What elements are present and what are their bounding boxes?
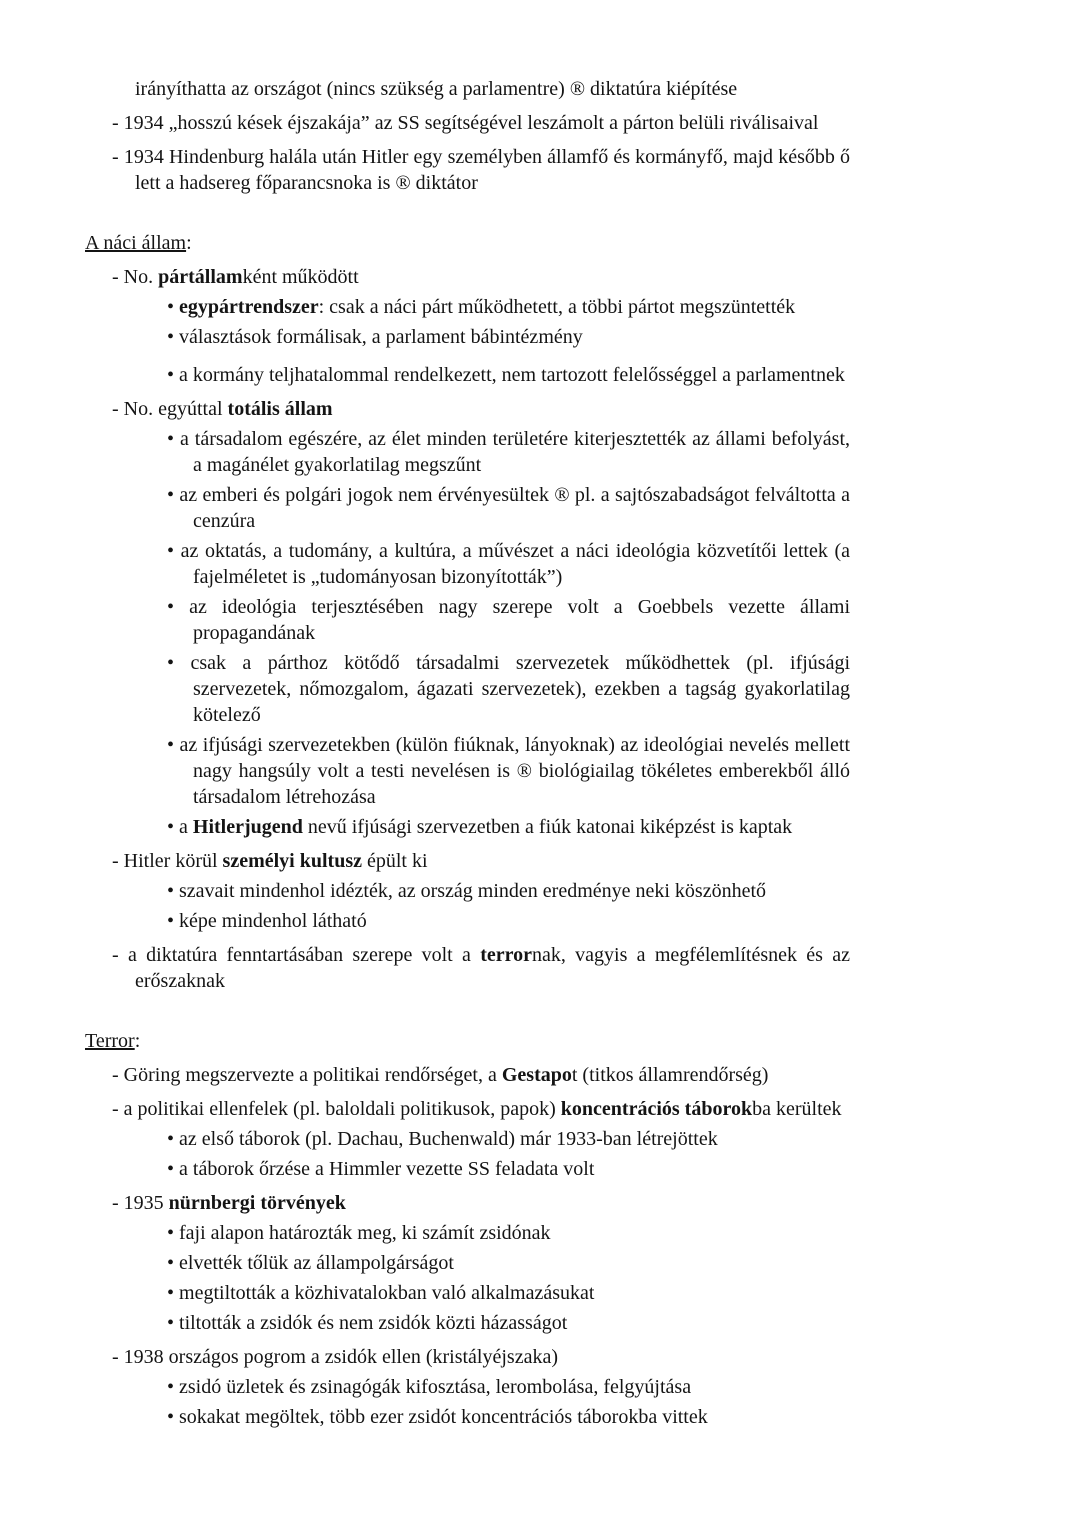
text-segment: az első táborok (pl. Dachau, Buchenwald) már 1933-ban létrejöttek	[179, 1128, 718, 1150]
text-segment: 1934 Hindenburg halála után Hitler egy személyben államfő és kormányfő, majd később ő lett a hadsereg főparancsnoka is ® diktátor	[123, 146, 851, 194]
text-segment: a	[179, 816, 193, 838]
list-item-bullet	[167, 1250, 850, 1276]
dash-marker: -	[112, 850, 119, 872]
dash-marker: -	[112, 1064, 119, 1086]
text-segment: zsidó üzletek és zsinagógák kifosztása, lerombolása, felgyújtása	[179, 1376, 692, 1398]
dash-marker: -	[112, 398, 119, 420]
list-item-bullet	[167, 732, 851, 810]
text-segment: megtiltották a közhivatalokban való alkalmazásukat	[179, 1282, 595, 1304]
list-item-dash	[112, 144, 851, 196]
note-line	[135, 76, 850, 102]
list-item-bullet	[167, 908, 850, 934]
list-item-dash	[112, 396, 850, 422]
section-heading	[85, 230, 850, 256]
text-segment: pártállam	[158, 266, 243, 288]
text-segment: 1938 országos pogrom a zsidók ellen (kristályéjszaka)	[123, 1346, 558, 1368]
text-segment: az oktatás, a tudomány, a kultúra, a művészet a náci ideológia közvetítői lettek (a fajelméletet is „tudományosan bizonyították”)	[180, 540, 850, 588]
list-item-bullet	[167, 594, 851, 646]
bullet-marker: •	[167, 880, 175, 902]
text-segment: Göring megszervezte a politikai rendőrséget, a	[123, 1064, 502, 1086]
bullet-marker: •	[167, 734, 175, 756]
text-segment: totális állam	[227, 398, 333, 420]
dash-marker: -	[112, 112, 119, 134]
text-segment: koncentrációs táborok	[560, 1098, 753, 1120]
list-item-bullet	[167, 482, 850, 534]
list-item-bullet	[167, 650, 851, 728]
bullet-marker: •	[167, 296, 175, 318]
bullet-marker: •	[167, 1376, 175, 1398]
bullet-marker: •	[167, 910, 175, 932]
text-segment: 1934 „hosszú kések éjszakája” az SS segítségével leszámolt a párton belüli riválisaival	[123, 112, 819, 134]
text-segment: Gestapo	[501, 1064, 572, 1086]
text-segment: ba kerültek	[752, 1098, 842, 1120]
text-segment: faji alapon határozták meg, ki számít zsidónak	[179, 1222, 551, 1244]
text-segment: képe mindenhol látható	[179, 910, 367, 932]
list-item-bullet	[167, 1126, 850, 1152]
text-segment: a politikai ellenfelek (pl. baloldali politikusok, papok)	[123, 1098, 561, 1120]
text-segment: Hitler körül	[123, 850, 223, 872]
bullet-marker: •	[167, 596, 175, 618]
list-item-bullet	[167, 1280, 850, 1306]
list-item-bullet	[167, 538, 850, 590]
list-item-bullet	[167, 1404, 850, 1430]
text-segment: szavait mindenhol idézték, az ország minden eredménye neki köszönhető	[179, 880, 767, 902]
text-segment: a társadalom egészére, az élet minden területére kiterjesztették az állami befolyást, a magánélet gyakorlatilag megszűnt	[179, 428, 851, 476]
text-segment: a diktatúra fenntartásában szerepe volt a	[127, 944, 481, 966]
bullet-marker: •	[167, 1158, 175, 1180]
heading-text: Terror	[85, 1030, 135, 1052]
heading-colon: :	[134, 1030, 141, 1052]
text-segment: az emberi és polgári jogok nem érvényesültek ® pl. a sajtószabadságot felváltotta a cenzúra	[179, 484, 850, 532]
heading-colon: :	[186, 232, 192, 254]
list-item-bullet	[167, 1156, 850, 1182]
text-segment: t (titkos államrendőrség)	[571, 1064, 769, 1086]
bullet-marker: •	[167, 540, 175, 562]
text-segment: nürnbergi törvények	[168, 1192, 346, 1214]
text-segment: a táborok őrzése a Himmler vezette SS feladata volt	[179, 1158, 595, 1180]
list-item-dash	[112, 1062, 850, 1088]
text-segment: No. egyúttal	[123, 398, 228, 420]
list-item-dash	[112, 848, 850, 874]
text-segment: az ideológia terjesztésében nagy szerepe volt a Goebbels vezette állami propagandának	[189, 596, 851, 644]
list-item-dash	[112, 264, 850, 290]
dash-marker: -	[112, 266, 119, 288]
text-segment: ként működött	[242, 266, 359, 288]
bullet-marker: •	[167, 1252, 175, 1274]
bullet-marker: •	[167, 484, 175, 506]
section-heading	[85, 1028, 850, 1054]
text-segment: nevű ifjúsági szervezetben a fiúk katonai kiképzést is kaptak	[302, 816, 793, 838]
text-segment: személyi kultusz	[222, 850, 362, 872]
bullet-marker: •	[167, 652, 175, 674]
text-segment: No.	[123, 266, 159, 288]
heading-text: A náci állam	[85, 232, 187, 254]
text-segment: csak a párthoz kötődő társadalmi szervezetek működhettek (pl. ifjúsági szervezetek, nőmozgalom, ágazati szervezetek), ezekben a tagság gyakorlatilag kötelező	[190, 652, 851, 726]
dash-marker: -	[112, 1192, 119, 1214]
list-item-bullet	[167, 814, 850, 840]
dash-marker: -	[112, 944, 119, 966]
list-item-bullet	[167, 878, 850, 904]
text-segment: tiltották a zsidók és nem zsidók közti házasságot	[179, 1312, 568, 1334]
list-item-dash	[112, 1344, 850, 1370]
text-segment: nak, vagyis a megfélemlítésnek és az erőszaknak	[135, 944, 851, 992]
list-item-bullet	[167, 324, 850, 350]
text-segment: a kormány teljhatalommal rendelkezett, nem tartozott felelősséggel a parlamentnek	[179, 364, 845, 386]
bullet-marker: •	[167, 1312, 175, 1334]
list-item-dash	[112, 1096, 850, 1122]
text-segment: választások formálisak, a parlament bábintézmény	[179, 326, 583, 348]
text-segment: irányíthatta az országot (nincs szükség a parlamentre) ® diktatúra kiépítése	[135, 78, 738, 100]
bullet-marker: •	[167, 1222, 175, 1244]
text-segment: egypártrendszer	[179, 296, 319, 318]
text-segment: terror	[480, 944, 533, 966]
list-item-bullet	[167, 1374, 850, 1400]
dash-marker: -	[112, 1346, 119, 1368]
bullet-marker: •	[167, 1128, 175, 1150]
text-segment: sokakat megöltek, több ezer zsidót koncentrációs táborokba vittek	[179, 1406, 708, 1428]
list-item-bullet	[167, 294, 850, 320]
dash-marker: -	[112, 146, 119, 168]
text-segment: elvették tőlük az állampolgárságot	[179, 1252, 454, 1274]
list-item-bullet	[167, 1220, 850, 1246]
bullet-marker: •	[167, 1406, 175, 1428]
text-segment: : csak a náci párt működhetett, a többi pártot megszüntették	[318, 296, 796, 318]
list-item-dash	[112, 110, 850, 136]
bullet-marker: •	[167, 326, 175, 348]
bullet-marker: •	[167, 364, 175, 386]
list-item-dash	[112, 1190, 850, 1216]
list-item-bullet	[167, 426, 851, 478]
text-segment: épült ki	[361, 850, 428, 872]
bullet-marker: •	[167, 1282, 175, 1304]
dash-marker: -	[112, 1098, 119, 1120]
list-item-dash	[112, 942, 851, 994]
list-item-bullet	[167, 1310, 850, 1336]
list-item-bullet	[167, 362, 850, 388]
text-segment: az ifjúsági szervezetekben (külön fiúknak, lányoknak) az ideológiai nevelés mellett nagy hangsúly volt a testi nevelésen is ® biológiailag tökéletes emberekből álló társadalom létrehozása	[179, 734, 851, 808]
bullet-marker: •	[167, 428, 175, 450]
text-segment: Hitlerjugend	[192, 816, 303, 838]
bullet-marker: •	[167, 816, 175, 838]
text-segment: 1935	[123, 1192, 169, 1214]
